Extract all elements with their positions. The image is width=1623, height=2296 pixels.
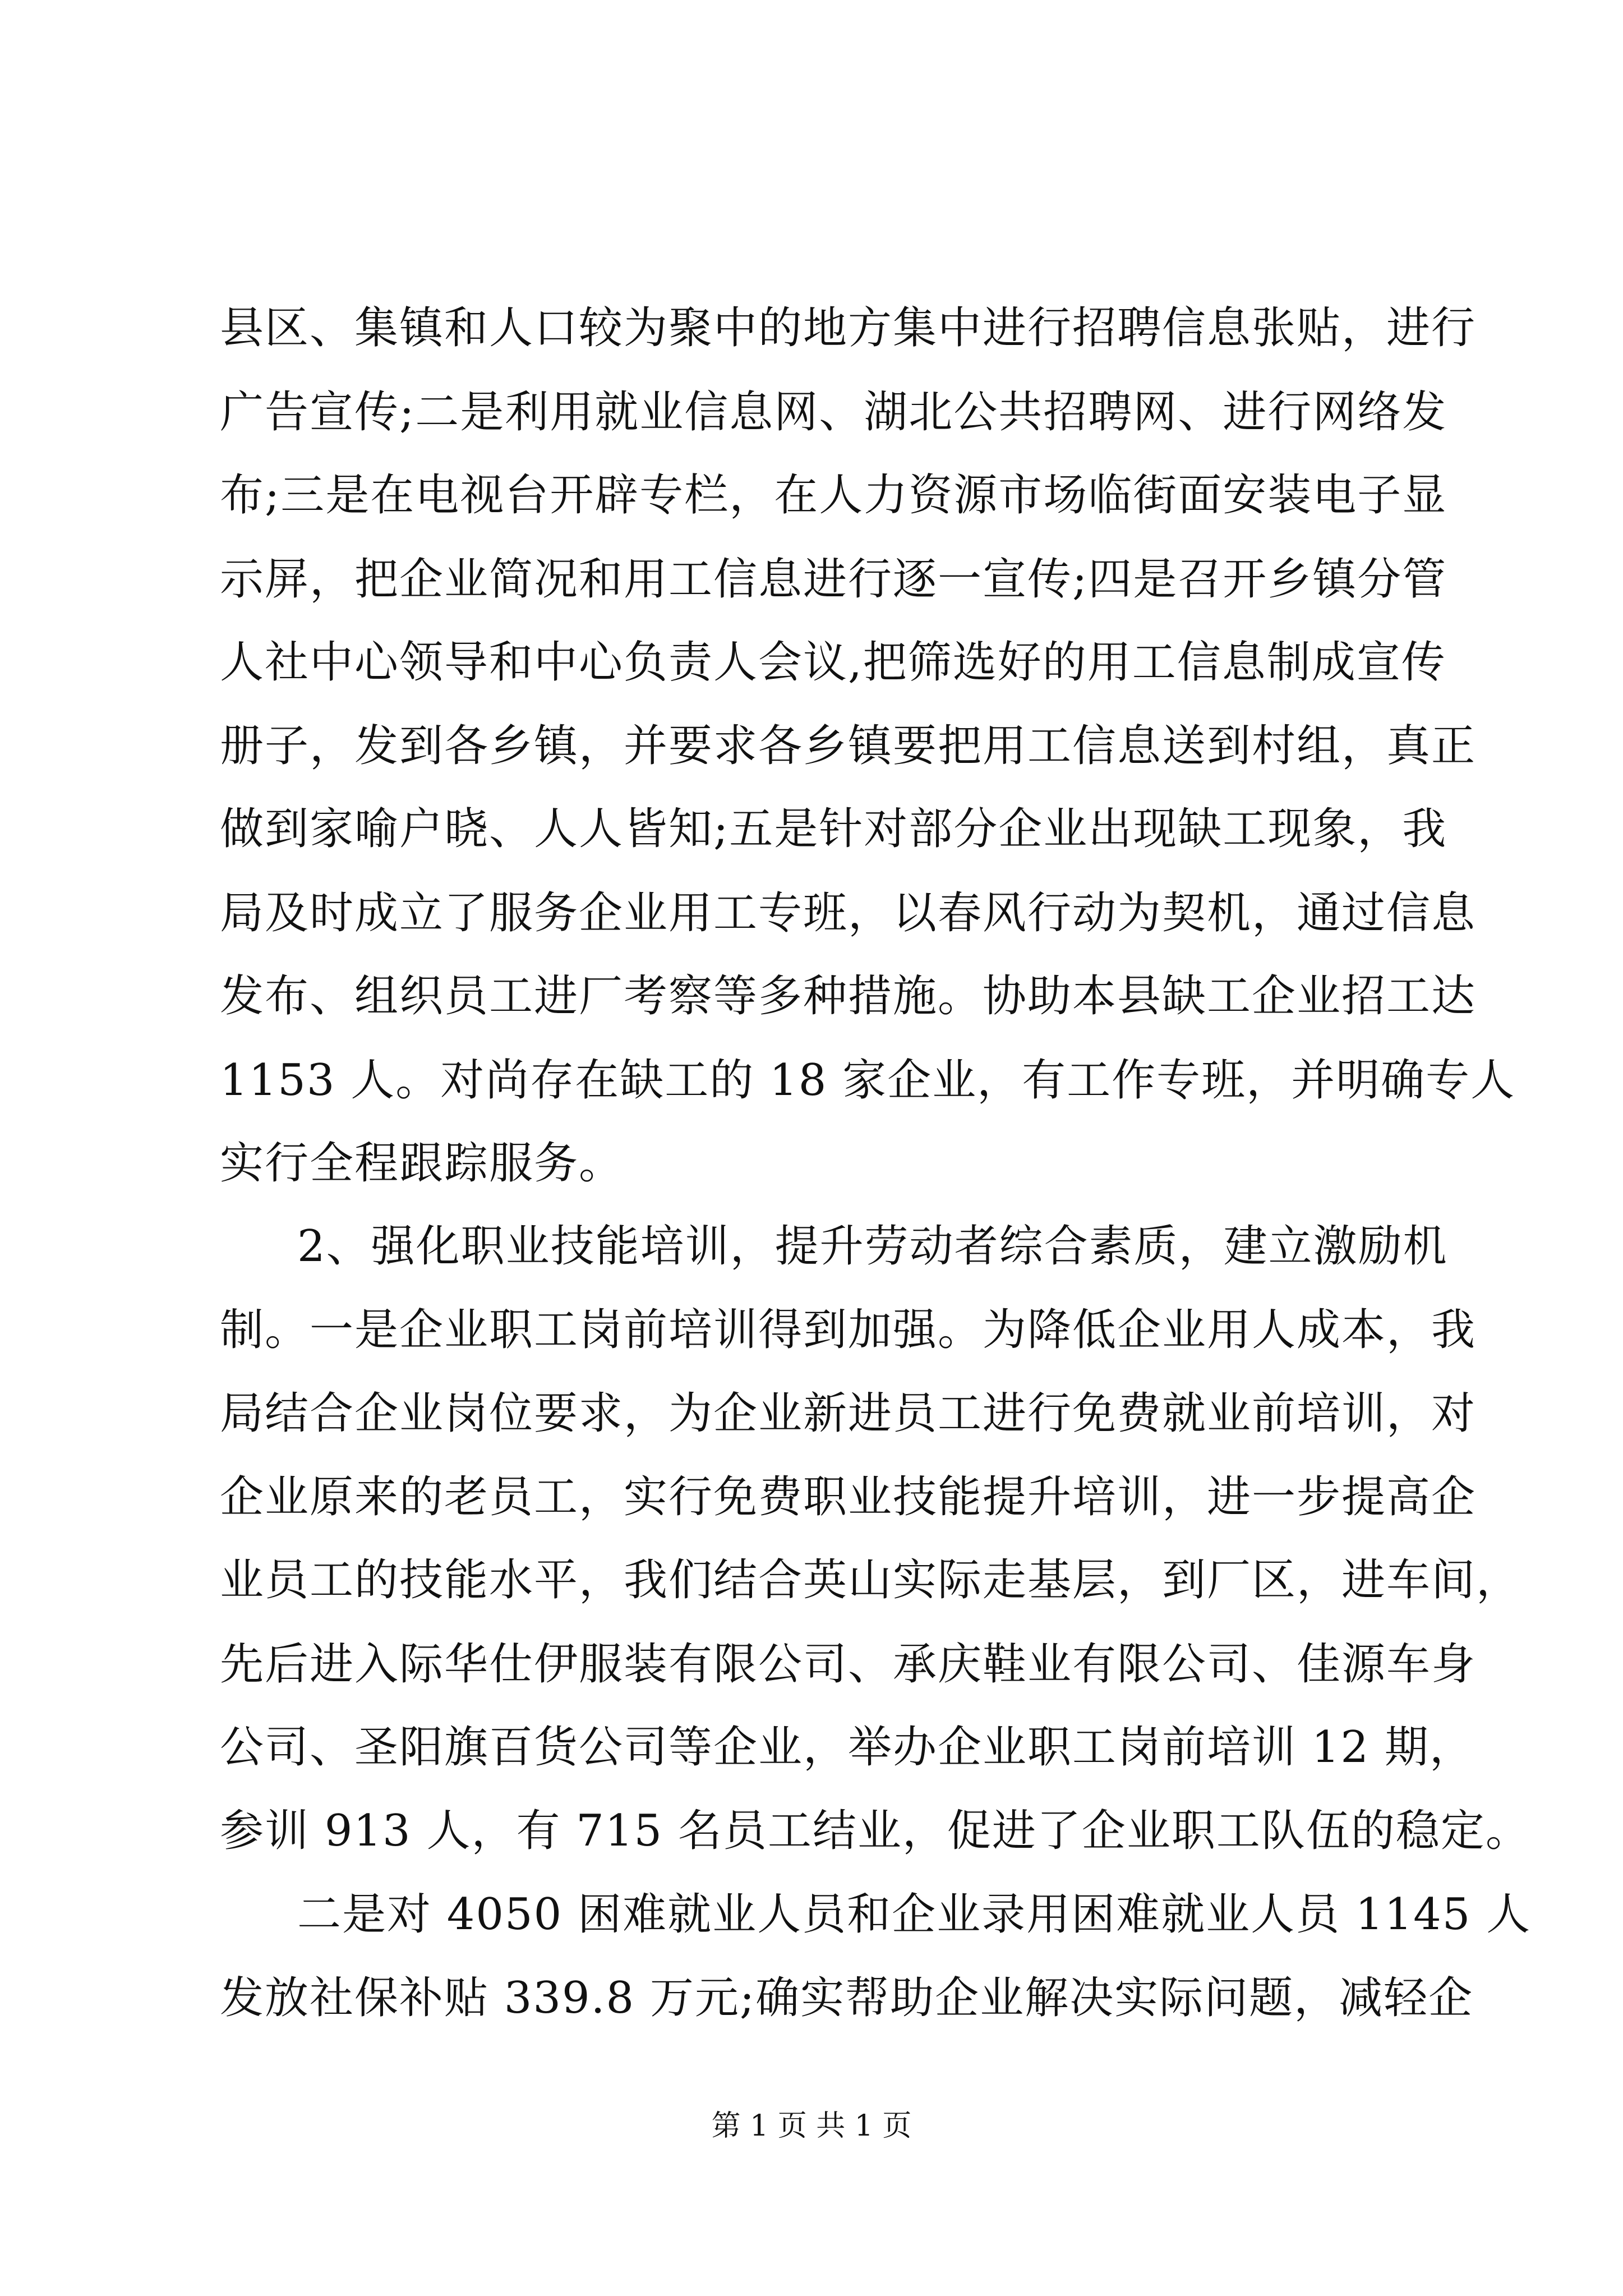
page-number-footer: 第 1 页 共 1 页 — [711, 2109, 912, 2143]
body-text-line: 做到家喻户晓、人人皆知;五是针对部分企业出现缺工现象，我 — [220, 804, 1447, 854]
body-text-line: 先后进入际华仕伊服装有限公司、承庆鞋业有限公司、佳源车身 — [220, 1639, 1477, 1690]
body-text-line: 示屏，把企业简况和用工信息进行逐一宣传;四是召开乡镇分管 — [220, 554, 1447, 605]
body-text-line: 制。一是企业职工岗前培训得到加强。为降低企业用人成本，我 — [220, 1305, 1477, 1355]
body-text-line: 实行全程跟踪服务。 — [220, 1138, 624, 1189]
body-text-line: 广告宣传;二是利用就业信息网、湖北公共招聘网、进行网络发 — [220, 387, 1447, 438]
body-text-line: 发布、组织员工进厂考察等多种措施。协助本县缺工企业招工达 — [220, 971, 1477, 1022]
body-text-line: 局及时成立了服务企业用工专班，以春风行动为契机，通过信息 — [220, 888, 1477, 938]
body-text-line: 人社中心领导和中心负责人会议,把筛选好的用工信息制成宣传 — [220, 637, 1446, 688]
body-text-line: 册子，发到各乡镇，并要求各乡镇要把用工信息送到村组，真正 — [220, 721, 1477, 771]
body-text-line: 业员工的技能水平，我们结合英山实际走基层，到厂区，进车间， — [220, 1555, 1521, 1605]
body-text-line: 1153 人。对尚存在缺工的 18 家企业，有工作专班，并明确专人 — [220, 1055, 1516, 1106]
body-text-line: 参训 913 人，有 715 名员工结业，促进了企业职工队伍的稳定。 — [220, 1806, 1530, 1856]
body-text-line: 发放社保补贴 339.8 万元;确实帮助企业解决实际问题，减轻企 — [220, 1973, 1474, 2023]
body-text-line: 企业原来的老员工，实行免费职业技能提升培训，进一步提高企 — [220, 1472, 1477, 1522]
paragraph-start-line: 2、强化职业技能培训，提升劳动者综合素质，建立激励机 — [297, 1221, 1448, 1272]
body-text-line: 布;三是在电视台开辟专栏，在人力资源市场临街面安装电子显 — [220, 470, 1447, 521]
body-text-line: 县区、集镇和人口较为聚中的地方集中进行招聘信息张贴，进行 — [220, 303, 1477, 353]
paragraph-start-line: 二是对 4050 困难就业人员和企业录用困难就业人员 1145 人 — [297, 1889, 1532, 1940]
body-text-line: 局结合企业岗位要求，为企业新进员工进行免费就业前培训，对 — [220, 1388, 1477, 1439]
body-text-line: 公司、圣阳旗百货公司等企业，举办企业职工岗前培训 12 期， — [220, 1722, 1474, 1773]
